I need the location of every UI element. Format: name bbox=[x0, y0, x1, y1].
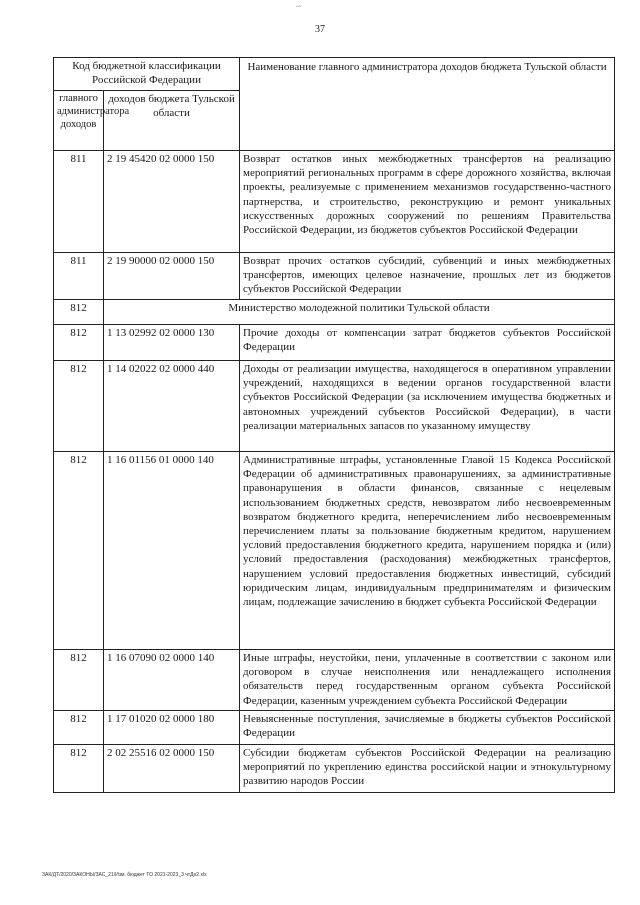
revenue-admin-table bbox=[53, 57, 615, 793]
revenue-name: Административные штрафы, установленные Главой 15 Кодекса Российской Федерации об административных правонарушениях, за административные правонарушения в области финансов, связанные с нецелевым использованием бюджетных средств, невозвратом либо несвоевременным возвратом бюджетного кредита, неперечислением либо несвоевременным перечислением платы за пользование бюджетным кредитом, нарушением условий предоставления бюджетного кредита, нарушением порядка и (или) условий предоставления (расходования) межбюджетных трансфертов, нарушением условий предоставления бюджетных инвестиций, субсидий юридическим лицам, индивидуальным предпринимателям и физическим лицам, подлежащие зачислению в бюджет субъекта Российской Федерации bbox=[240, 452, 615, 650]
revenue-name: Субсидии бюджетам субъектов Российской Федерации на реализацию мероприятий по укреплению единства российской нации и этнокультурному развитию народов России bbox=[240, 745, 615, 793]
kbk-code: 2 19 45420 02 0000 150 bbox=[104, 151, 240, 253]
revenue-name: Прочие доходы от компенсации затрат бюджетов субъектов Российской Федерации bbox=[240, 325, 615, 361]
revenue-subheader: доходов бюджета Тульской области bbox=[104, 91, 240, 151]
file-path-footer: ЗАК/ДТ/2020/ЗАКОНЫ/ЗАС_21/Изм. бюджет ТО 2021-2023_3 чтДе2.xls bbox=[42, 872, 207, 878]
admin-code: 812 bbox=[54, 300, 104, 325]
revenue-name: Доходы от реализации имущества, находящегося в оперативном управлении учреждений, находящихся в ведении органов государственной власти субъектов Российской Федерации (за исключением имущества бюджетных и автономных учреждений субъектов Российской Федерации), в части реализации материальных запасов по указанному имуществу bbox=[240, 361, 615, 452]
kbk-code: 1 16 07090 02 0000 140 bbox=[104, 650, 240, 711]
table-row bbox=[54, 452, 615, 650]
kbk-code: 1 14 02022 02 0000 440 bbox=[104, 361, 240, 452]
section-title: Министерство молодежной политики Тульской области bbox=[104, 300, 615, 325]
admin-code: 812 bbox=[54, 711, 104, 745]
scan-artifact: ˉ˜ bbox=[296, 4, 302, 13]
admin-code: 812 bbox=[54, 650, 104, 711]
kbk-code: 2 02 25516 02 0000 150 bbox=[104, 745, 240, 793]
revenue-name: Иные штрафы, неустойки, пени, уплаченные в соответствии с законом или договором в случае неисполнения или ненадлежащего исполнения обязательств перед государственным органом субъекта Российской Федерации, казенным учреждением субъекта Российской Федерации bbox=[240, 650, 615, 711]
admin-code: 812 bbox=[54, 325, 104, 361]
revenue-name: Возврат остатков иных межбюджетных трансфертов на реализацию мероприятий региональных программ в сфере дорожного хозяйства, включая проекты, реализуемые с применением механизмов государственно-частного партнерства, и строительство, реконструкцию и ремонт уникальных искусственных дорожных сооружений по решениям Правительства Российской Федерации, из бюджетов субъектов Российской Федерации bbox=[240, 151, 615, 253]
table-row bbox=[54, 650, 615, 711]
name-header: Наименование главного администратора доходов бюджета Тульской области bbox=[240, 58, 615, 151]
admin-code: 811 bbox=[54, 253, 104, 300]
admin-code: 811 bbox=[54, 151, 104, 253]
table-header-row bbox=[54, 58, 615, 91]
table-row bbox=[54, 325, 615, 361]
kbk-code: 1 16 01156 01 0000 140 bbox=[104, 452, 240, 650]
revenue-name: Возврат прочих остатков субсидий, субвенций и иных межбюджетных трансфертов, имеющих целевое назначение, прошлых лет из бюджетов субъектов Российской Федерации bbox=[240, 253, 615, 300]
kbk-code: 1 13 02992 02 0000 130 bbox=[104, 325, 240, 361]
table-row bbox=[54, 361, 615, 452]
kbk-code: 1 17 01020 02 0000 180 bbox=[104, 711, 240, 745]
table-row bbox=[54, 711, 615, 745]
table-row bbox=[54, 151, 615, 253]
admin-code: 812 bbox=[54, 452, 104, 650]
admin-code: 812 bbox=[54, 361, 104, 452]
revenue-name: Невыясненные поступления, зачисляемые в бюджеты субъектов Российской Федерации bbox=[240, 711, 615, 745]
page-number: 37 bbox=[315, 24, 325, 35]
kbk-code: 2 19 90000 02 0000 150 bbox=[104, 253, 240, 300]
admin-code: 812 bbox=[54, 745, 104, 793]
kbk-header: Код бюджетной классификации Российской Федерации bbox=[54, 58, 240, 91]
section-row bbox=[54, 300, 615, 325]
table-row bbox=[54, 253, 615, 300]
admin-subheader: главного администратора доходов bbox=[54, 91, 104, 151]
table-row bbox=[54, 745, 615, 793]
